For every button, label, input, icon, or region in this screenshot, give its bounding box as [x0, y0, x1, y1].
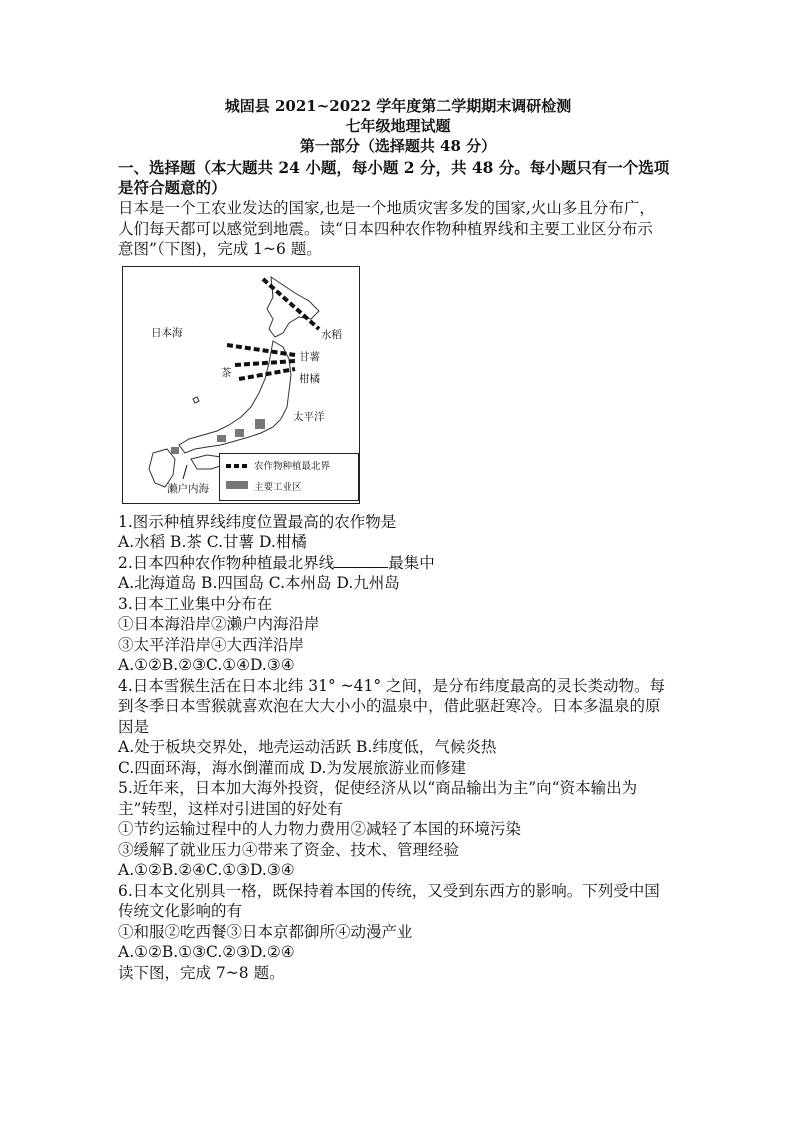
question-3 — [118, 594, 678, 676]
industrial-zone-keihin — [255, 419, 265, 429]
question-options: C.四面环海，海水倒灌而成 D.为发展旅游业而修建 — [118, 758, 466, 777]
question-options: A.北海道岛 B.四国岛 C.本州岛 D.九州岛 — [118, 574, 400, 592]
label-sea-of-japan: 日本海 — [151, 326, 183, 339]
next-figure-prompt: 读下图，完成 7~8 题。 — [118, 963, 285, 982]
japan-crop-map — [122, 266, 360, 504]
question-choice-line: ①和服②吃西餐③日本京都御所④动漫产业 — [118, 922, 413, 941]
exam-page — [118, 96, 678, 983]
question-options: A.①②B.②③C.①④D.③④ — [118, 656, 295, 674]
section-heading-line-2: 是符合题意的） — [118, 178, 227, 197]
seto-pointer-line — [183, 465, 187, 479]
question-line — [118, 553, 678, 574]
map-legend — [219, 453, 359, 501]
part-heading: 第一部分（选择题共 48 分） — [299, 137, 497, 155]
question-options: A.处于板块交界处，地壳运动活跃 B.纬度低，气候炎热 — [118, 738, 497, 756]
question-5 — [118, 778, 678, 881]
section-heading — [118, 158, 678, 198]
industrial-zone-kitakyushu — [171, 447, 179, 454]
question-choice-line: ③缓解了就业压力④带来了资金、技术、管理经验 — [118, 840, 460, 859]
answer-blank — [334, 553, 388, 568]
label-tea: 茶 — [221, 366, 232, 379]
label-pacific: 太平洋 — [293, 410, 325, 423]
industrial-zone-chukyo — [235, 429, 244, 437]
legend-boundary-label: 农作物种植最北界 — [254, 460, 331, 472]
section-heading-line-1: 一、选择题（本大题共 24 小题，每小题 2 分，共 48 分。每小题只有一个选项 — [118, 158, 670, 177]
tea-boundary-line — [235, 361, 295, 365]
question-1 — [118, 512, 678, 553]
question-line: 传统文化影响的有 — [118, 902, 243, 920]
question-2-stem: 2.日本四种农作物种植最北界线 — [118, 553, 335, 572]
question-line: 主”转型，这样对引进国的好处有 — [118, 799, 343, 818]
question-line: 到冬季日本雪猴就喜欢泡在大大小小的温泉中，借此驱赶寒冷。日本多温泉的原 — [118, 697, 661, 715]
intro-line-1: 日本是一个工农业发达的国家,也是一个地质灾害多发的国家,火山多且分布广， — [118, 199, 655, 217]
exam-subtitle: 七年级地理试题 — [345, 117, 451, 135]
question-choice-line: ①节约运输过程中的人力物力费用②减轻了本国的环境污染 — [118, 820, 522, 838]
legend-industry-symbol — [226, 481, 248, 489]
intro-paragraph — [118, 198, 678, 260]
question-options: A.①②B.②④C.①③D.③④ — [118, 861, 295, 879]
question-6 — [118, 881, 678, 963]
label-rice: 水稻 — [321, 328, 342, 341]
label-citrus: 柑橘 — [299, 372, 320, 385]
question-line: 1.图示种植界线纬度位置最高的农作物是 — [118, 512, 397, 531]
question-line: 6.日本文化别具一格，既保持着本国的传统，又受到东西方的影响。下列受中国 — [118, 881, 660, 900]
industrial-zone-hanshin — [217, 435, 226, 442]
question-2 — [118, 553, 678, 594]
question-options: A.①②B.①③C.②③D.②④ — [118, 943, 295, 961]
island-outline — [193, 397, 199, 403]
intro-line-3: 意图”（下图)，完成 1~6 题。 — [118, 240, 322, 258]
question-2-stem-end: 最集中 — [388, 553, 435, 572]
question-choice-line: ③太平洋沿岸④大西洋沿岸 — [118, 635, 305, 654]
label-sweet-potato: 甘薯 — [299, 350, 320, 363]
question-line: 3.日本工业集中分布在 — [118, 594, 273, 613]
question-choice-line: ①日本海沿岸②濑户内海沿岸 — [118, 615, 320, 633]
label-seto-inland-sea: 濑户内海 — [167, 482, 209, 495]
legend-industry-label: 主要工业区 — [254, 481, 302, 493]
question-line: 因是 — [118, 717, 150, 736]
intro-line-2: 人们每天都可以感觉到地震。读“日本四种农作物种植界线和主要工业区分布示 — [118, 219, 653, 238]
question-line: 4.日本雪猴生活在日本北纬 31° ~41° 之间，是分布纬度最高的灵长类动物。每 — [118, 676, 666, 695]
question-4 — [118, 676, 678, 779]
question-options: A.水稻 B.茶 C.甘薯 D.柑橘 — [118, 533, 307, 551]
exam-title: 城固县 2021~2022 学年度第二学期期末调研检测 — [224, 97, 572, 115]
question-line: 5.近年来，日本加大海外投资，促使经济从以“商品输出为主”向“资本输出为 — [118, 779, 638, 797]
